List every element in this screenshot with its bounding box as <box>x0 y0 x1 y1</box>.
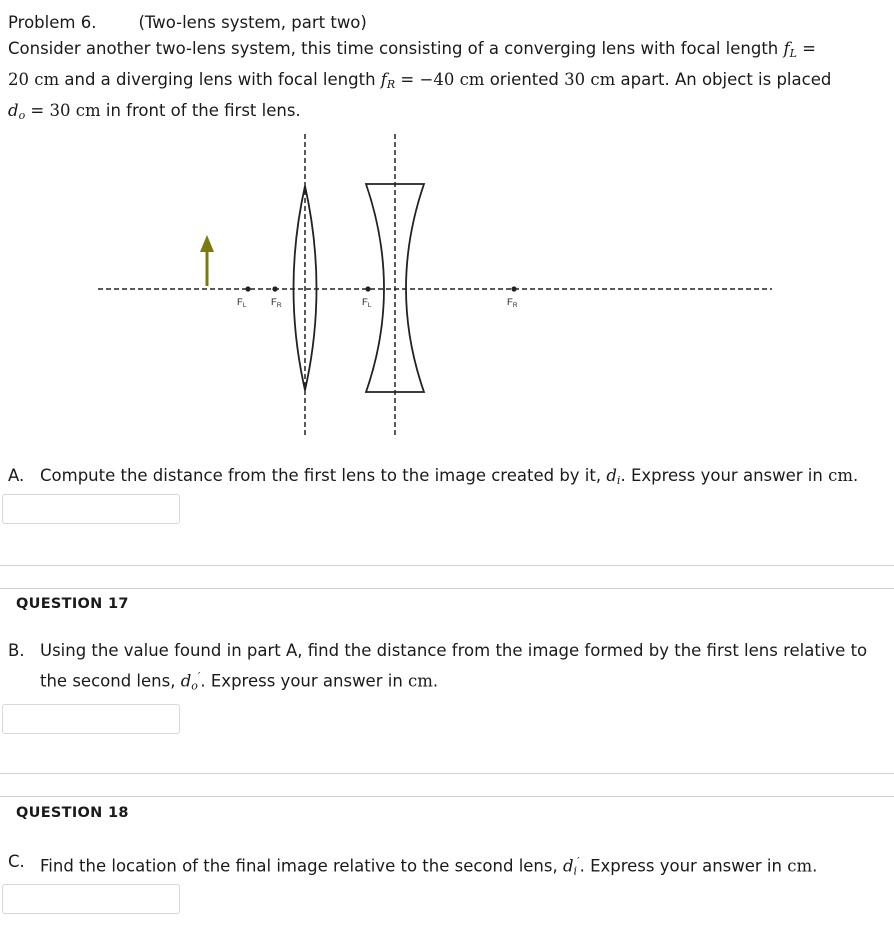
divider <box>0 565 894 566</box>
problem-subtitle: (Two-lens system, part two) <box>138 13 367 32</box>
problem-number: Problem 6. <box>8 13 97 32</box>
divider <box>0 796 894 797</box>
question-17-label: QUESTION 17 <box>16 596 129 612</box>
problem-title-row <box>8 10 888 36</box>
focal-point-fr-right <box>511 286 516 291</box>
problem-statement <box>8 10 888 129</box>
label-fr-left: $F_R$ <box>271 297 282 309</box>
label-fl-left: $F_L$ <box>237 297 247 309</box>
divider <box>0 588 894 589</box>
question-18-label: QUESTION 18 <box>16 805 129 821</box>
answer-input-a[interactable] <box>2 494 180 524</box>
focal-point-fr-left <box>272 286 277 291</box>
label-fr-right: $F_R$ <box>507 297 518 309</box>
question-c-text: C. Find the location of the final image relative to the second lens, $d_i'$. Express your answer in cm. <box>8 849 878 885</box>
question-a-letter: A. <box>8 466 25 485</box>
divider <box>0 773 894 774</box>
question-c-letter: C. <box>8 852 25 871</box>
question-b-letter: B. <box>8 641 25 660</box>
answer-input-c[interactable] <box>2 884 180 914</box>
focal-point-fl-right <box>365 286 370 291</box>
question-a-text: A. Compute the distance from the first lens to the image created by it, $d_i$. Express your answer in cm. <box>8 463 878 494</box>
two-lens-diagram <box>0 128 894 448</box>
object-arrow <box>200 235 214 286</box>
label-fl-right: $F_L$ <box>362 297 372 309</box>
answer-input-b[interactable] <box>2 704 180 734</box>
focal-point-fl-left <box>245 286 250 291</box>
question-b-text: B. Using the value found in part A, find the distance from the image formed by the first lens relative to the second lens, $d_o'$. Express your answer in cm. <box>8 638 878 700</box>
problem-text: Consider another two-lens system, this time consisting of a converging lens with focal length $f_L$ = 20 cm and a diverging lens with focal length $f_R = -40$ cm oriented 30 cm apart. An object is placed $d_o = 30$ cm in front of the first lens. <box>8 39 832 122</box>
